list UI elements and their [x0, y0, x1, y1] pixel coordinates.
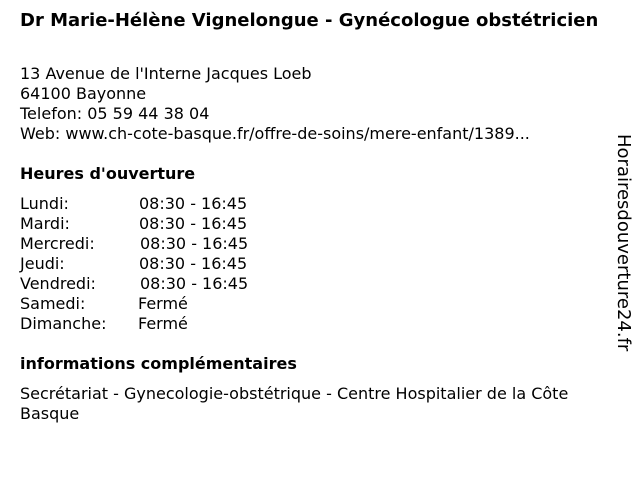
hours-time: 08:30 - 16:45 [139, 194, 248, 213]
hours-time: 08:30 - 16:45 [140, 274, 249, 293]
hours-day: Mardi: [20, 214, 70, 233]
hours-day: Lundi: [20, 194, 69, 213]
hours-time: 08:30 - 16:45 [139, 214, 248, 233]
hours-day: Samedi: [20, 294, 86, 313]
hours-time: Fermé [138, 314, 188, 333]
website-line[interactable]: Web: www.ch-cote-basque.fr/offre-de-soins/mere-enfant/1389... [20, 124, 530, 143]
additional-info-text: Secrétariat - Gynecologie-obstétrique - Centre Hospitalier de la Côte Basque [20, 384, 569, 423]
hours-time: 08:30 - 16:45 [140, 234, 249, 253]
site-watermark: Horairesdouverture24.fr [613, 134, 634, 352]
hours-day: Vendredi: [20, 274, 96, 293]
page-title: Dr Marie-Hélène Vignelongue - Gynécologue obstétricien [20, 10, 599, 31]
address-street: 13 Avenue de l'Interne Jacques Loeb [20, 64, 312, 83]
hours-time: 08:30 - 16:45 [139, 254, 248, 273]
hours-day: Dimanche: [20, 314, 107, 333]
phone-line: Telefon: 05 59 44 38 04 [20, 104, 210, 123]
hours-day: Jeudi: [20, 254, 65, 273]
additional-info-heading: informations complémentaires [20, 354, 297, 373]
opening-hours-heading: Heures d'ouverture [20, 164, 196, 183]
address-city: 64100 Bayonne [20, 84, 147, 103]
hours-day: Mercredi: [20, 234, 95, 253]
hours-time: Fermé [138, 294, 188, 313]
